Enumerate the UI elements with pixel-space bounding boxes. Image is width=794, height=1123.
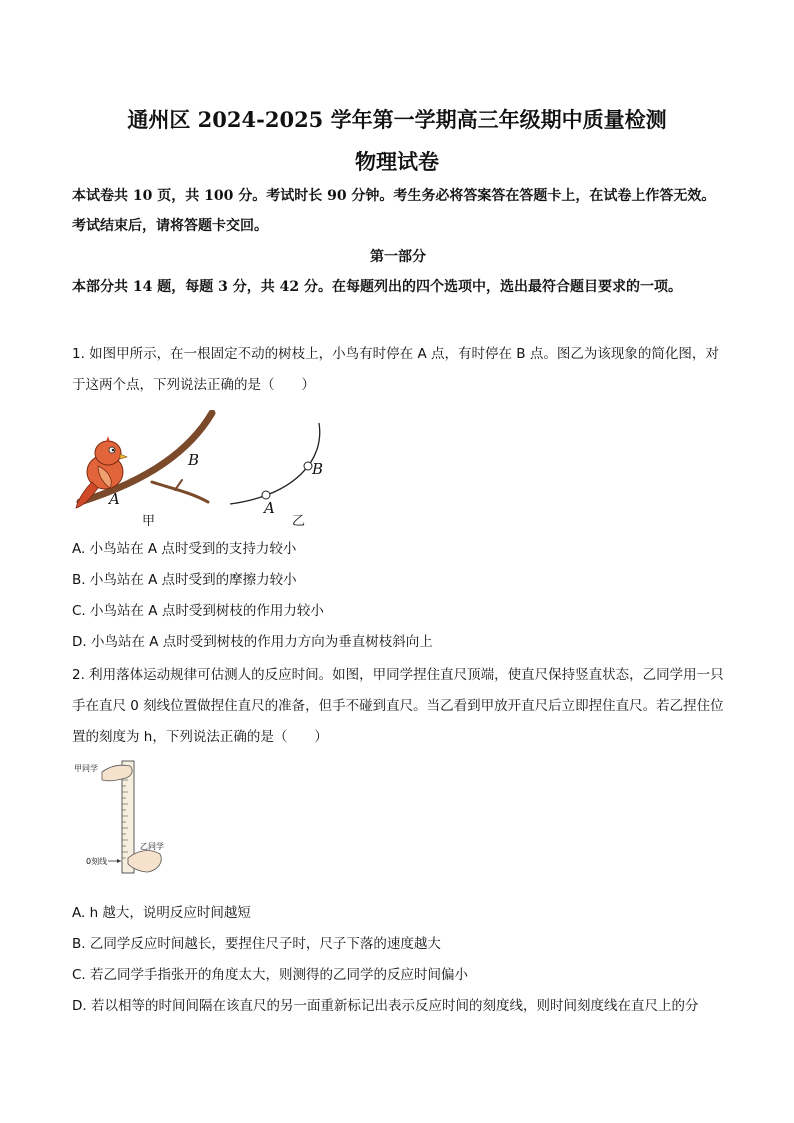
label-zero-line: 0刻线 [86,857,108,866]
q2-option-c: C. 若乙同学手指张开的角度太大，则测得的乙同学的反应时间偏小 [72,967,469,983]
q2-option-d: D. 若以相等的时间间隔在该直尺的另一面重新标记出表示反应时间的刻度线，则时间刻度线在直尺上的分 [72,998,699,1014]
q2-option-a: A. h 越大，说明反应时间越短 [72,905,251,921]
label-a-fig1: A [109,490,120,508]
q1-option-c: C. 小鸟站在 A 点时受到树枝的作用力较小 [72,603,324,619]
q2-option-b: B. 乙同学反应时间越长，要捏住尺子时，尺子下落的速度越大 [72,936,441,952]
exam-title: 通州区 2024-2025 学年第一学期高三年级期中质量检测 [127,107,667,132]
q1-option-a: A. 小鸟站在 A 点时受到的支持力较小 [72,541,297,557]
q1-option-b: B. 小鸟站在 A 点时受到的摩擦力较小 [72,572,297,588]
exam-instructions: 本试卷共 10 页，共 100 分。考试时长 90 分钟。考生务必将答案答在答题卡上，在试卷上作答无效。考试结束后，请将答题卡交回。 [72,188,716,234]
label-yi-student: 乙同学 [140,842,164,851]
part-description: 本部分共 14 题，每题 3 分，共 42 分。在每题列出的四个选项中，选出最符合题目要求的一项。 [72,279,682,295]
q1-option-d: D. 小鸟站在 A 点时受到树枝的作用力方向为垂直树枝斜向上 [72,634,433,650]
label-b-fig2: B [312,460,324,478]
question-2-stem: 2. 利用落体运动规律可估测人的反应时间。如图，甲同学捏住直尺顶端，使直尺保持竖直状态，乙同学用一只手在直尺 0 刻线位置做捏住直尺的准备，但手不碰到直尺。当乙看到甲放开直尺后立即捏住直尺。若乙捏住位置的刻度为 h，下列说法正确的是（ ） [72,667,724,745]
label-a-fig2: A [264,499,275,517]
label-jia-student: 甲同学 [74,764,98,773]
caption-yi: 乙 [292,514,306,529]
exam-subtitle: 物理试卷 [355,149,439,174]
question-1-stem: 1. 如图甲所示，在一根固定不动的树枝上，小鸟有时停在 A 点，有时停在 B 点。图乙为该现象的简化图，对于这两个点，下列说法正确的是（ ） [72,346,719,393]
part-title: 第一部分 [370,249,426,265]
caption-jia: 甲 [142,514,156,529]
label-b-fig1: B [188,451,200,469]
